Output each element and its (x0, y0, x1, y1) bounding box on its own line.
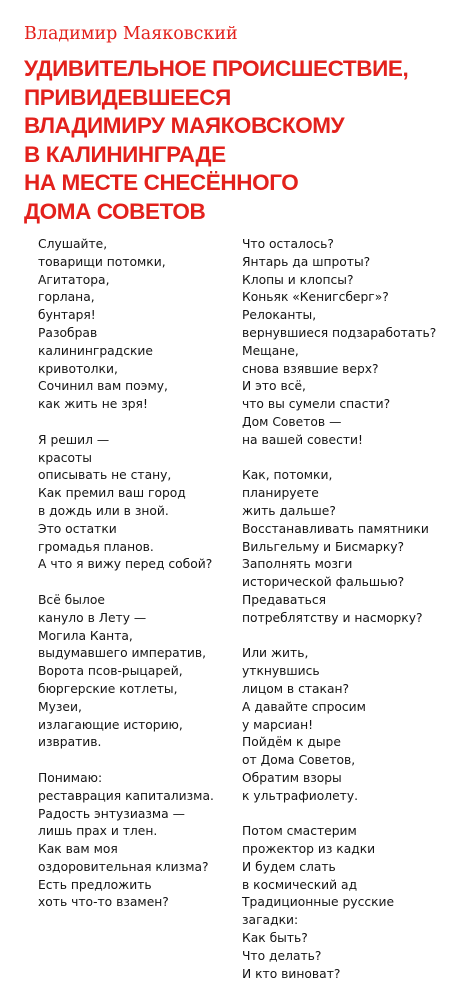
poem-line: Слушайте, (38, 237, 108, 251)
poem-line: что вы сумели спасти? (242, 397, 391, 412)
poem-line: Восстанавливать памятники (242, 521, 429, 536)
poem-line: загадки: (242, 913, 299, 928)
title-line: ВЛАДИМИРУ МАЯКОВСКОМУ (24, 113, 345, 139)
poem-line: Как премил ваш город (38, 486, 186, 501)
poem-line: как жить не зря! (38, 397, 148, 412)
poem-line: Как, потомки, (242, 468, 333, 483)
poem-line: Клопы и клопсы? (242, 272, 354, 287)
poem-left-column (38, 236, 214, 930)
poem-line: Понимаю: (38, 770, 103, 785)
poem-line: Что осталось? (242, 237, 334, 251)
poem-line: к ультрафиолету. (242, 788, 359, 803)
poem-line: Или жить, (242, 646, 309, 661)
poem-line: описывать не стану, (38, 468, 172, 483)
poem-line: бюргерские котлеты, (38, 681, 178, 696)
poem-line: у марсиан! (242, 717, 314, 732)
poem-line: от Дома Советов, (242, 753, 356, 768)
poem-line: Потом смастерим (242, 824, 357, 839)
poem-line: на вашей совести! (242, 432, 363, 447)
poem-line: бунтаря! (38, 308, 96, 323)
poem-line: Что делать? (242, 948, 322, 963)
poem-line: Всё былое (38, 592, 105, 607)
poem-line: выдумавшего императив, (38, 646, 207, 661)
poem-line: Ворота псов-рыцарей, (38, 664, 183, 679)
poem-line: громадья планов. (38, 539, 154, 554)
author-name: Владимир Маяковский (24, 24, 238, 44)
poem-line: исторической фальшью? (242, 575, 405, 590)
poem-line: лишь прах и тлен. (38, 824, 158, 839)
poem-line: Янтарь да шпроты? (242, 254, 371, 269)
poem-line: кривотолки, (38, 361, 118, 376)
poem-line: Разобрав (38, 325, 98, 340)
poem-line: прожектор из кадки (242, 842, 376, 857)
poem-line: А давайте спросим (242, 699, 366, 714)
poem-line: лицом в стакан? (242, 681, 350, 696)
poem-line: оздоровительная клизма? (38, 859, 209, 874)
title-line: НА МЕСТЕ СНЕСЁННОГО (24, 170, 299, 196)
poem-line: излагающие историю, (38, 717, 183, 732)
poem-line: жить дальше? (242, 503, 336, 518)
poem-line: товарищи потомки, (38, 254, 166, 269)
poem-line: Радость энтузиазма — (38, 806, 185, 821)
poem-line: кануло в Лету — (38, 610, 147, 625)
poem-line: реставрация капитализма. (38, 788, 214, 803)
poem-line: красоты (38, 450, 92, 465)
poem-line: Пойдём к дыре (242, 735, 341, 750)
title-line: ПРИВИДЕВШЕЕСЯ (24, 84, 231, 110)
poem-line: И это всё, (242, 379, 306, 394)
poem-right-column (242, 236, 436, 1001)
poem-line: Я решил — (38, 432, 110, 447)
poem-line: Вильгельму и Бисмарку? (242, 539, 405, 554)
poem-line: Предаваться (242, 592, 327, 607)
title-line: УДИВИТЕЛЬНОЕ ПРОИСШЕСТВИЕ, (24, 56, 409, 81)
poem-line: горлана, (38, 290, 95, 305)
poem-line: Это остатки (38, 521, 117, 536)
poem-stanza (242, 823, 436, 983)
poem-line: вернувшиеся подзаработать? (242, 325, 437, 340)
poem-stanza (38, 592, 214, 752)
poem-line: Музеи, (38, 699, 82, 714)
poem-line: Обратим взоры (242, 770, 342, 785)
poem-line: Как вам моя (38, 842, 118, 857)
poem-line: Заполнять мозги (242, 557, 353, 572)
poem-line: снова взявшие верх? (242, 361, 379, 376)
poem-line: Традиционные русские (242, 895, 395, 910)
poem-line: потреблятству и насморку? (242, 610, 423, 625)
title-line: В КАЛИНИНГРАДЕ (24, 141, 226, 167)
poem-stanza (242, 236, 436, 450)
poem-stanza (38, 236, 214, 414)
poem-line: Могила Канта, (38, 628, 133, 643)
poem-line: Дом Советов — (242, 414, 342, 429)
poem-line: Сочинил вам поэму, (38, 379, 168, 394)
poem-line: планируете (242, 486, 319, 501)
poem-line: Агитатора, (38, 272, 110, 287)
poem-line: И будем слать (242, 859, 336, 874)
poem-line: Есть предложить (38, 877, 152, 892)
poem-line: в космический ад (242, 877, 358, 892)
poem-line: И кто виноват? (242, 966, 341, 981)
poem-line: Коньяк «Кенигсберг»? (242, 290, 389, 305)
title-line: ДОМА СОВЕТОВ (24, 198, 206, 224)
poem-stanza (38, 770, 214, 912)
poem-title (24, 55, 408, 227)
poem-stanza (242, 467, 436, 627)
poem-line: хоть что-то взамен? (38, 895, 169, 910)
poem-line: Релоканты, (242, 308, 317, 323)
poem-line: Мещане, (242, 343, 299, 358)
poem-stanza (38, 432, 214, 574)
poem-line: А что я вижу перед собой? (38, 557, 213, 572)
poem-line: уткнувшись (242, 664, 320, 679)
poem-line: калининградские (38, 343, 153, 358)
poem-stanza (242, 645, 436, 805)
poem-line: Как быть? (242, 931, 308, 946)
poem-line: извратив. (38, 735, 102, 750)
poem-line: в дождь или в зной. (38, 503, 169, 518)
